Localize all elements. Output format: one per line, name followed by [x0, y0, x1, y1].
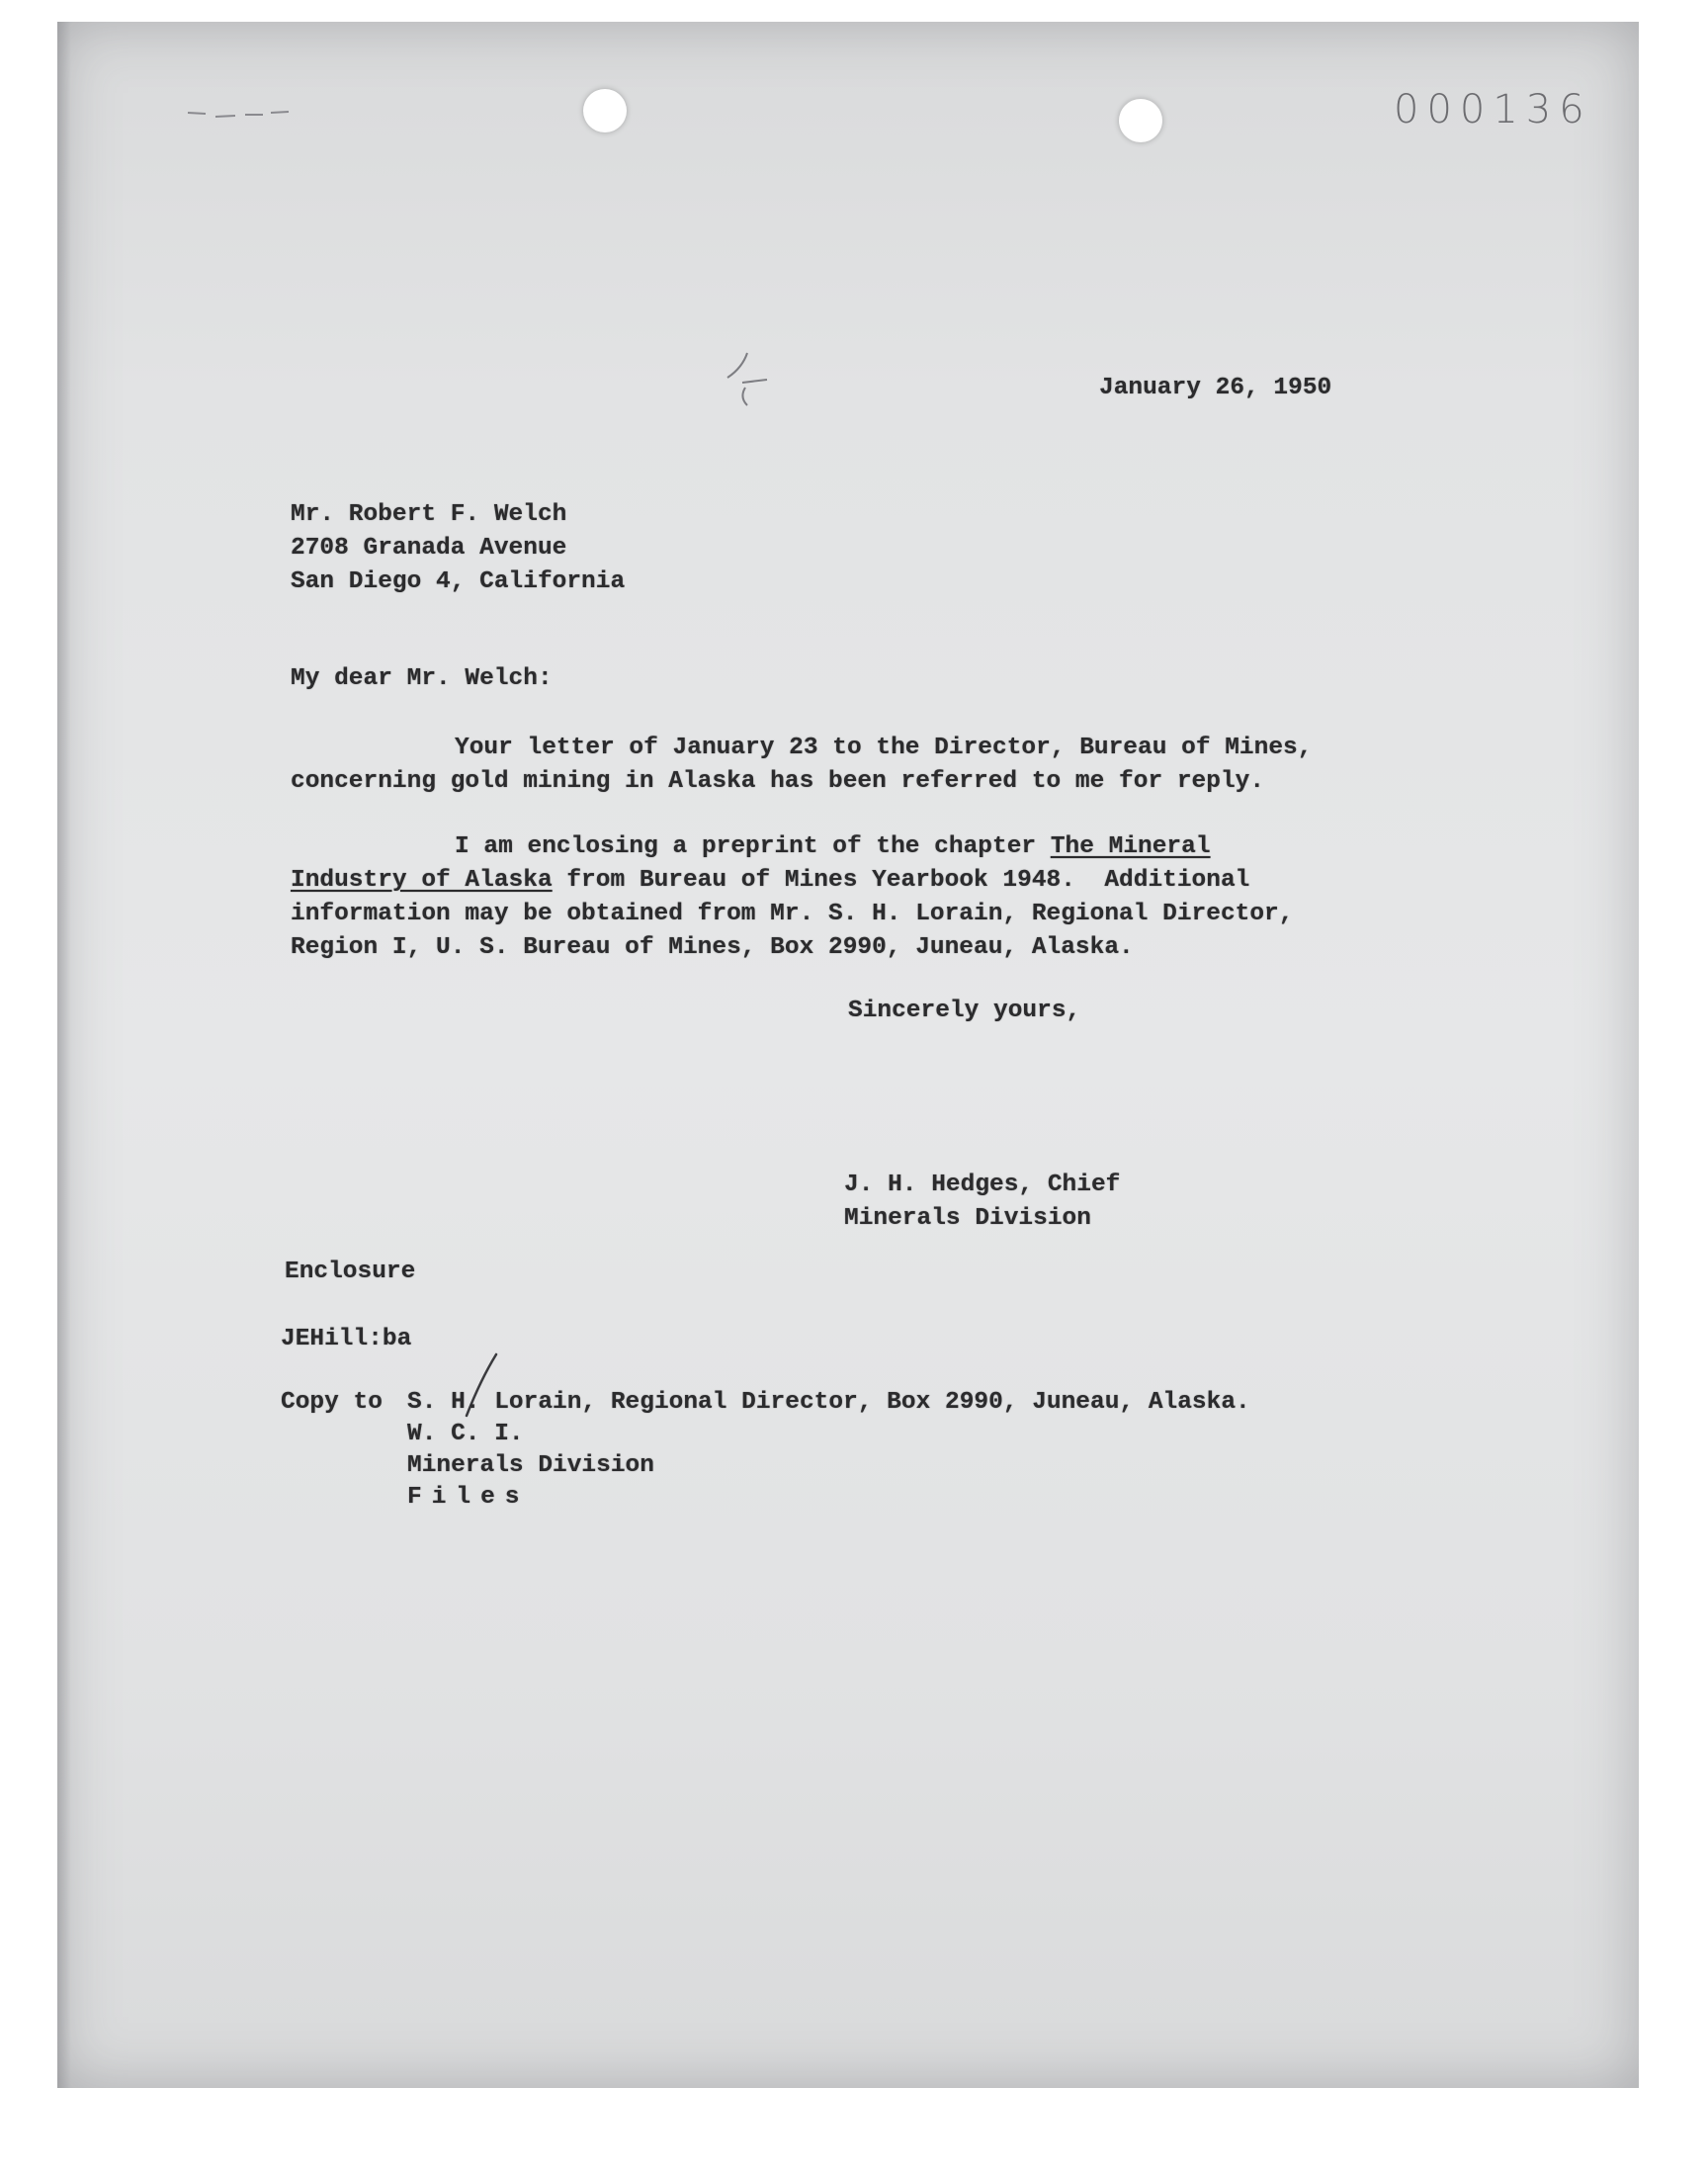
ink-smudge-mark [718, 348, 777, 407]
reference-initials: JEHill:ba [281, 1326, 412, 1352]
copy-recipient-1: S. H. Lorain, Regional Director, Box 2990, Juneau, Alaska. [407, 1389, 1250, 1416]
paragraph2-line1 [455, 830, 1211, 864]
stray-pencil-marks [186, 107, 295, 127]
chapter-title-part1: The Mineral [1050, 833, 1211, 860]
copy-recipient-4: Files [407, 1484, 530, 1511]
paragraph1-line1: Your letter of January 23 to the Director, Bureau of Mines, [455, 735, 1313, 761]
paragraph2-line3: information may be obtained from Mr. S. H. Lorain, Regional Director, [291, 901, 1294, 927]
document-stamp-number: 000136 [1394, 87, 1592, 132]
chapter-title-part2: Industry of Alaska [291, 867, 553, 894]
paragraph2-line2-text: from Bureau of Mines Yearbook 1948. Additional [552, 867, 1250, 894]
paragraph1-line2: concerning gold mining in Alaska has been referred to me for reply. [291, 768, 1265, 795]
recipient-name: Mr. Robert F. Welch [291, 501, 567, 528]
copy-to-label: Copy to [281, 1389, 383, 1416]
signature-name: J. H. Hedges, Chief [844, 1172, 1121, 1198]
recipient-street: 2708 Granada Avenue [291, 535, 567, 562]
recipient-city: San Diego 4, California [291, 568, 626, 595]
punch-hole-left [583, 89, 627, 132]
copy-recipient-2: W. C. I. [407, 1421, 524, 1447]
copy-recipient-3: Minerals Division [407, 1452, 654, 1479]
enclosure-note: Enclosure [285, 1259, 416, 1285]
salutation: My dear Mr. Welch: [291, 665, 553, 692]
punch-hole-right [1119, 99, 1162, 142]
letter-date: January 26, 1950 [1099, 375, 1332, 401]
closing: Sincerely yours, [848, 998, 1081, 1024]
paragraph2-line2 [291, 864, 1249, 898]
letter-page [57, 22, 1639, 2088]
paragraph2-line4: Region I, U. S. Bureau of Mines, Box 2990, Juneau, Alaska. [291, 934, 1134, 961]
signature-division: Minerals Division [844, 1205, 1091, 1232]
paragraph2-line1-text: I am enclosing a preprint of the chapter [455, 833, 1051, 860]
page-edge-shadow [57, 22, 71, 2088]
